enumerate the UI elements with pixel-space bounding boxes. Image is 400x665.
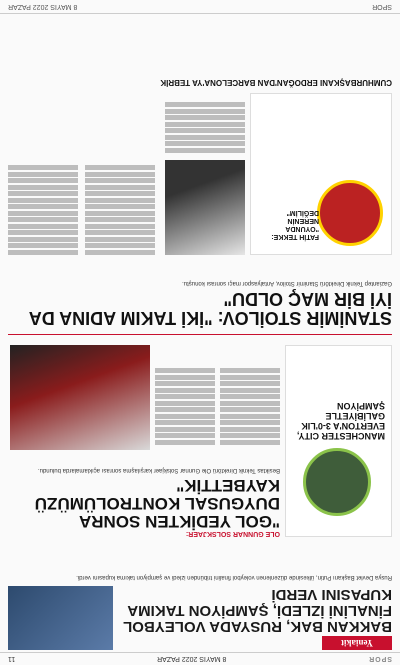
top-story-headline: BAKKAN BAK, RUSYADA VOLEYBOL FİNALİNİ İZLEDİ, ŞAMPİYON TAKIMA KUPASINI VERDİ xyxy=(123,586,392,635)
top-story-lede: Rusya Devlet Başkanı Putin, ülkesinde düzenlenen voleybol finalini tribünden izledi ve şampiyon takıma kupasını verdi. xyxy=(76,574,392,580)
bottom-story-headline: STANİMİR STOİLOV: "İKİ TAKIM ADINA DA İYİ BİR MAÇ OLDU" xyxy=(29,289,392,328)
bottom-story-sub: Gaziantep Teknik Direktörü Stanimir Stoilov, Antalyaspor maçı sonrası konuştu. xyxy=(182,280,392,286)
bottom-story xyxy=(8,280,392,327)
issue-date: 8 MAYIS 2022 PAZAR xyxy=(157,655,227,663)
left-feature-headline: MANCHESTER CITY, EVERTON'A 3-0'LIK GALİBİYETLE ŞAMPİYON xyxy=(296,401,385,441)
body-column xyxy=(155,367,215,445)
section-label: SPOR xyxy=(368,655,392,663)
brand-logo: Yeniakit xyxy=(322,636,392,650)
left-feature-photo xyxy=(303,448,371,516)
footer-section: SPOR xyxy=(372,3,392,10)
body-column xyxy=(220,367,280,445)
page-header xyxy=(0,652,400,665)
right-feature-box xyxy=(250,93,392,255)
sidebar-headline: CUMHURBAŞKANI ERDOĞAN'DAN BARCELONA'YA TEBRİK xyxy=(160,78,392,87)
footer-date: 8 MAYIS 2022 PAZAR xyxy=(8,3,78,10)
body-column xyxy=(85,164,155,255)
body-column xyxy=(8,164,78,255)
page-footer xyxy=(0,0,400,14)
top-story xyxy=(8,542,392,650)
top-story-photo xyxy=(8,586,113,650)
section-divider xyxy=(8,334,392,335)
left-feature-box xyxy=(285,345,392,537)
middle-story xyxy=(10,467,280,537)
middle-story-kicker: OLE GUNNAR SOLSKJAER: xyxy=(185,530,280,537)
right-feature-headline: FATİH TEKKE: "OYUNDA NERENİN DEĞİLİM" xyxy=(271,209,319,240)
middle-story-sub: Besiktas Teknik Direktörü Ole Gunnar Solskjaer karşılaşma sonrası açıklamalarda bulundu. xyxy=(38,467,280,473)
bottom-story-photo xyxy=(165,160,245,255)
middle-story-headline: "GOL YEDİKTEN SONRA DUYGUSAL KONTROLÜMÜZÜ KAYBETTİK" xyxy=(34,476,280,531)
body-column xyxy=(165,101,245,153)
middle-story-photo xyxy=(10,345,150,450)
page-number: 11 xyxy=(8,655,16,663)
right-feature-photo xyxy=(317,180,383,246)
